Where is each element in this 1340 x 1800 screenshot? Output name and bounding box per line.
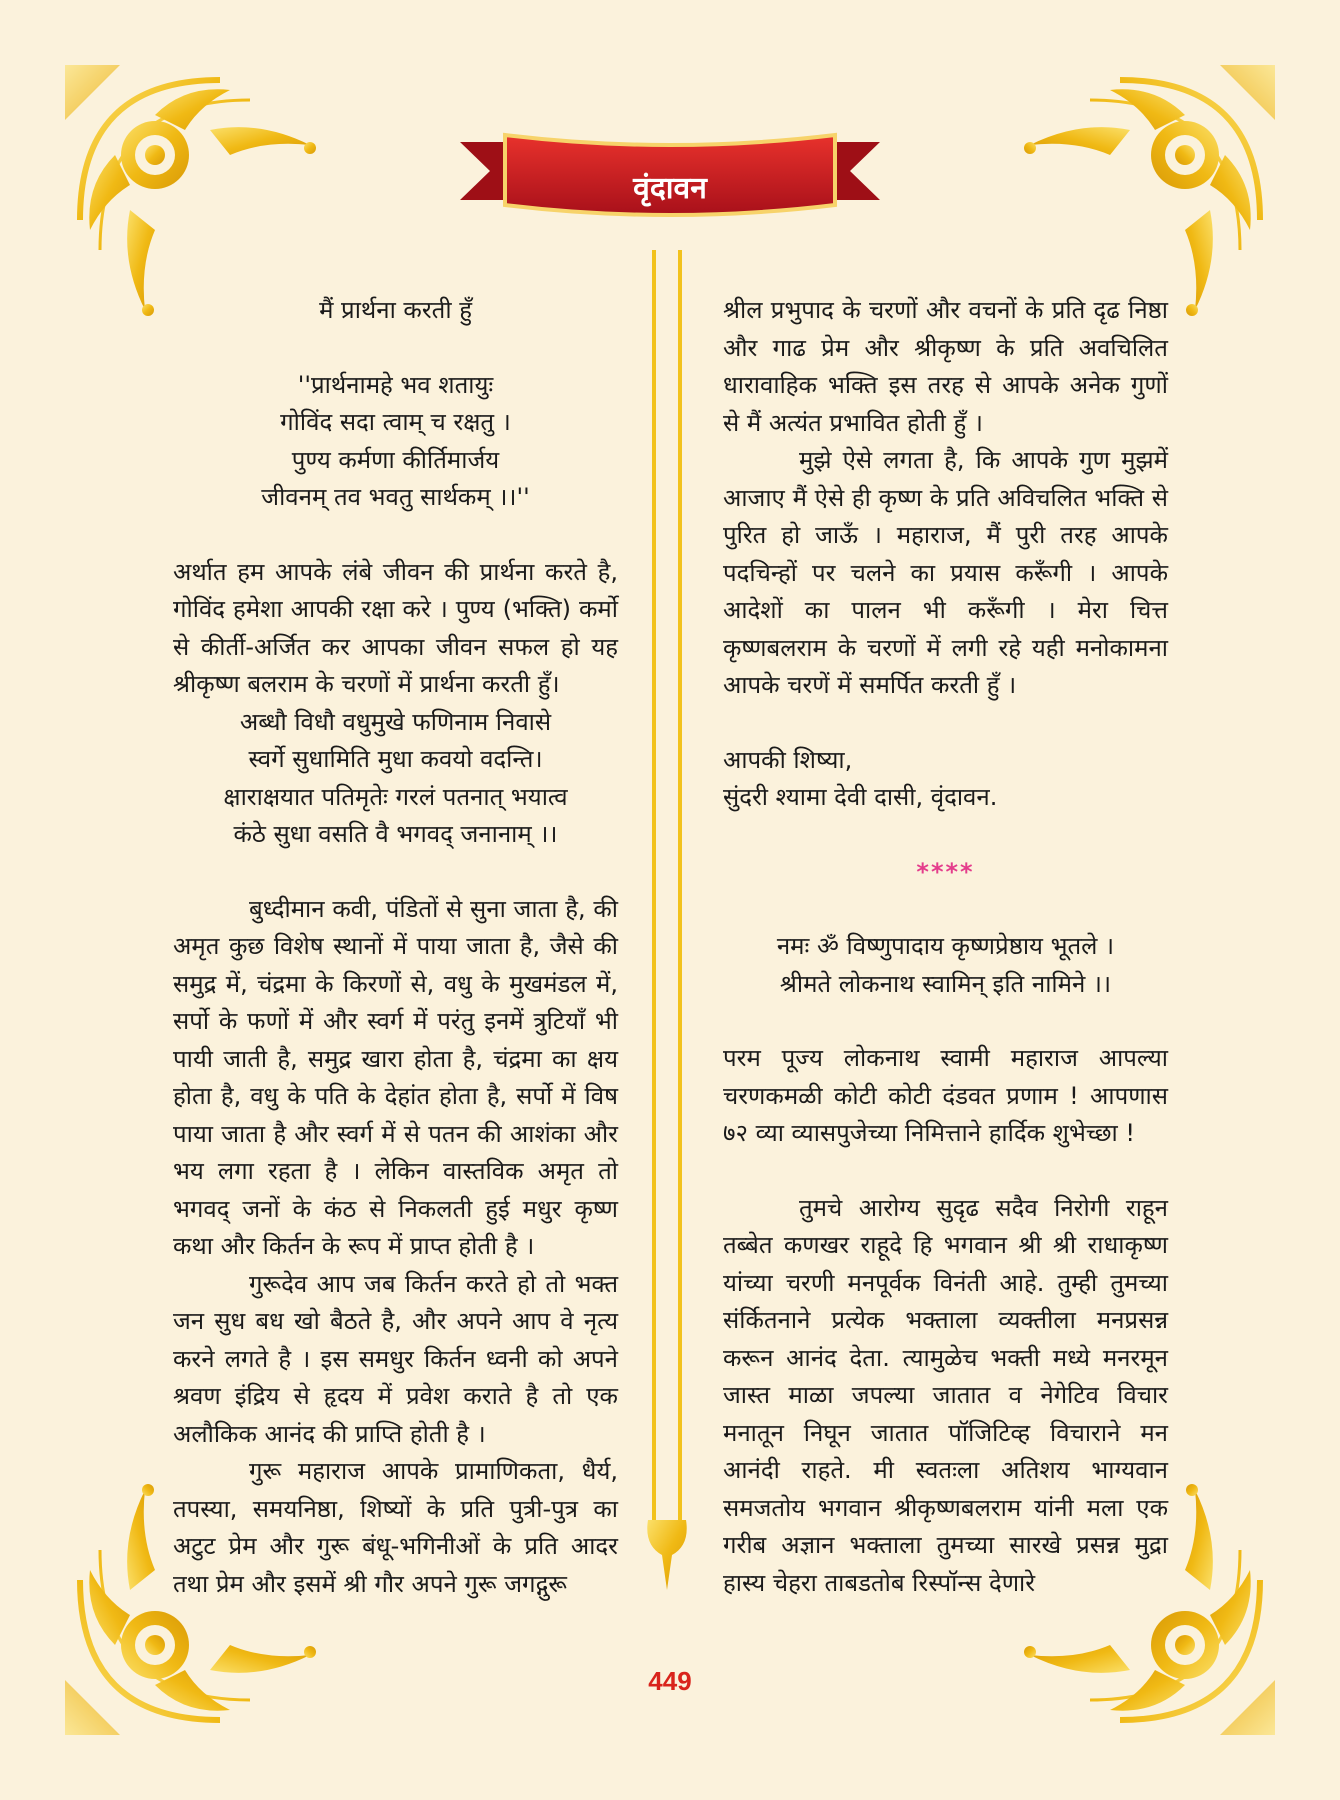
paragraph: मुझे ऐसे लगता है, कि आपके गुण मुझमें आजाए मैं ऐसे ही कृष्ण के प्रति अविचलित भक्ति से पुरित हो जाऊँ । महाराज, मैं पुरी तरह आपके पदचिन्हों पर चलने का प्रयास करूँगी । आपके आदेशों का पालन भी करूँगी । मेरा चित्त कृष्णबलराम के चरणों में लगी रहे यही मनोकामना आपके चरणें में समर्पित करती हुँ । (723, 446, 1168, 699)
sanskrit-verse (723, 928, 1168, 1003)
verse-line: जीवनम् तव भवतु सार्थकम् ।।'' (261, 483, 530, 511)
paragraph: परम पूज्य लोकनाथ स्वामी महाराज आपल्या चरणकमळी कोटी कोटी दंडवत प्रणाम ! आपणास ७२ व्या व्यासपुजेच्या निमित्ताने हार्दिक शुभेच्छा ! (723, 1044, 1168, 1147)
paragraph: गुरू महाराज आपके प्रामाणिकता, धैर्य, तपस्या, समयनिष्ठा, शिष्यों के प्रति पुत्री-पुत्र का अटुट प्रेम और गुरू बंधू-भगिनीओं के प्रति आदर तथा प्रेम और इसमें श्री गौर अपने गुरू जगद्गुरू (173, 1457, 618, 1598)
sanskrit-verse (173, 704, 618, 854)
verse-line: स्वर्गे सुधामिति मुधा कवयो वदन्ति। (248, 745, 543, 773)
verse-line: कंठे सुधा वसति वै भगवद् जनानाम् ।। (233, 820, 558, 848)
verse-line: ''प्रार्थनामहे भव शतायुः (297, 370, 494, 399)
right-column (723, 292, 1168, 1602)
paragraph: तुमचे आरोग्य सुदृढ सदैव निरोगी राहून तब्बेत कणखर राहूदे हि भगवान श्री श्री राधाकृष्ण यांच्या चरणी मनपूर्वक विनंती आहे. तुम्ही तुमच्या संर्कितनाने प्रत्येक भक्ताला व्यक्तीला मनप्रसन्न करून आनंद देता. त्यामुळेच भक्ती मध्ये मनरमून जास्त माळा जपल्या जातात व नेगेटिव विचार मनातून निघून जातात पॉजिटिव्ह विचाराने मन आनंदी राहते. मी स्वतःला अतिशय भाग्यवान समजतोय भगवान श्रीकृष्णबलराम यांनी मला एक गरीब अज्ञान भक्ताला तुमच्या सारखे प्रसन्न मुद्रा हास्य चेहरा ताबडतोब रिस्पॉन्स देणारे (723, 1193, 1168, 1597)
verse-line: श्रीमते लोकनाथ स्वामिन् इति नामिने ।। (779, 969, 1112, 998)
signature-line: सुंदरी श्यामा देवी दासी, वृंदावन. (723, 783, 998, 811)
verse-line: अब्धौ विधौ वधुमुखे फणिनाम निवासे (239, 707, 552, 736)
verse-line: पुण्य कर्मणा कीर्तिमार्जय (291, 445, 500, 474)
paragraph: बुध्दीमान कवी, पंडितों से सुना जाता है, की अमृत कुछ विशेष स्थानों में पाया जाता है, जैसे की समुद्र में, चंद्रमा के किरणों से, वधु के मुखमंडल में, सर्पो के फणों में और स्वर्ग में परंतु इनमें त्रुटियाँ भी पायी जाती है, समुद्र खारा होता है, चंद्रमा का क्षय होता है, वधु के पति के देहांत होता है, सर्पो में विष पाया जाता है और स्वर्ग में से पतन की आशंका और भय लगा रहता है । लेकिन वास्तविक अमृत तो भगवद् जनों के कंठ से निकलती हुई मधुर कृष्ण कथा और किर्तन के रूप में प्राप्त होती है । (173, 894, 618, 1260)
section-heading: मैं प्रार्थना करती हुँ (319, 296, 472, 324)
signature-line: आपकी शिष्या, (723, 745, 853, 774)
page-title: वृंदावन (633, 171, 707, 206)
corner-ornament-top-right (1024, 65, 1275, 316)
left-column (173, 292, 618, 1603)
sanskrit-verse (173, 367, 618, 517)
paragraph: अर्थात हम आपके लंबे जीवन की प्रार्थना करते है, गोविंद हमेशा आपकी रक्षा करे । पुण्य (भक्ति) कर्मो से कीर्ती-अर्जित कर आपका जीवन सफल हो यह श्रीकृष्ण बलराम के चरणों में प्रार्थना करती हुँ। (173, 557, 618, 698)
verse-line: नमः ॐ विष्णुपादाय कृष्णप्रेष्ठाय भूतले । (776, 932, 1115, 960)
paragraph: श्रील प्रभुपाद के चरणों और वचनों के प्रति दृढ निष्ठा और गाढ प्रेम और श्रीकृष्ण के प्रति अवचिलित धारावाहिक भक्ति इस तरह से आपके अनेक गुणों से मैं अत्यंत प्रभावित होती हुँ । (723, 296, 1168, 437)
page-number: 449 (648, 1666, 692, 1696)
corner-ornament-top-left (65, 65, 316, 316)
column-divider (647, 250, 686, 1590)
verse-line: गोविंद सदा त्वाम् च रक्षतु । (280, 408, 511, 436)
separator-stars: **** (916, 857, 975, 886)
verse-line: क्षाराक्षयात पतिमृतेः गरलं पतनात् भयात्व (223, 782, 568, 811)
paragraph: गुरूदेव आप जब किर्तन करते हो तो भक्त जन सुध बध खो बैठते है, और अपने आप वे नृत्य करने लगते है । इस समधुर किर्तन ध्वनी को अपने श्रवण इंद्रिय से हृदय में प्रवेश कराते है तो एक अलौकिक आनंद की प्राप्ति होती है । (173, 1269, 618, 1448)
